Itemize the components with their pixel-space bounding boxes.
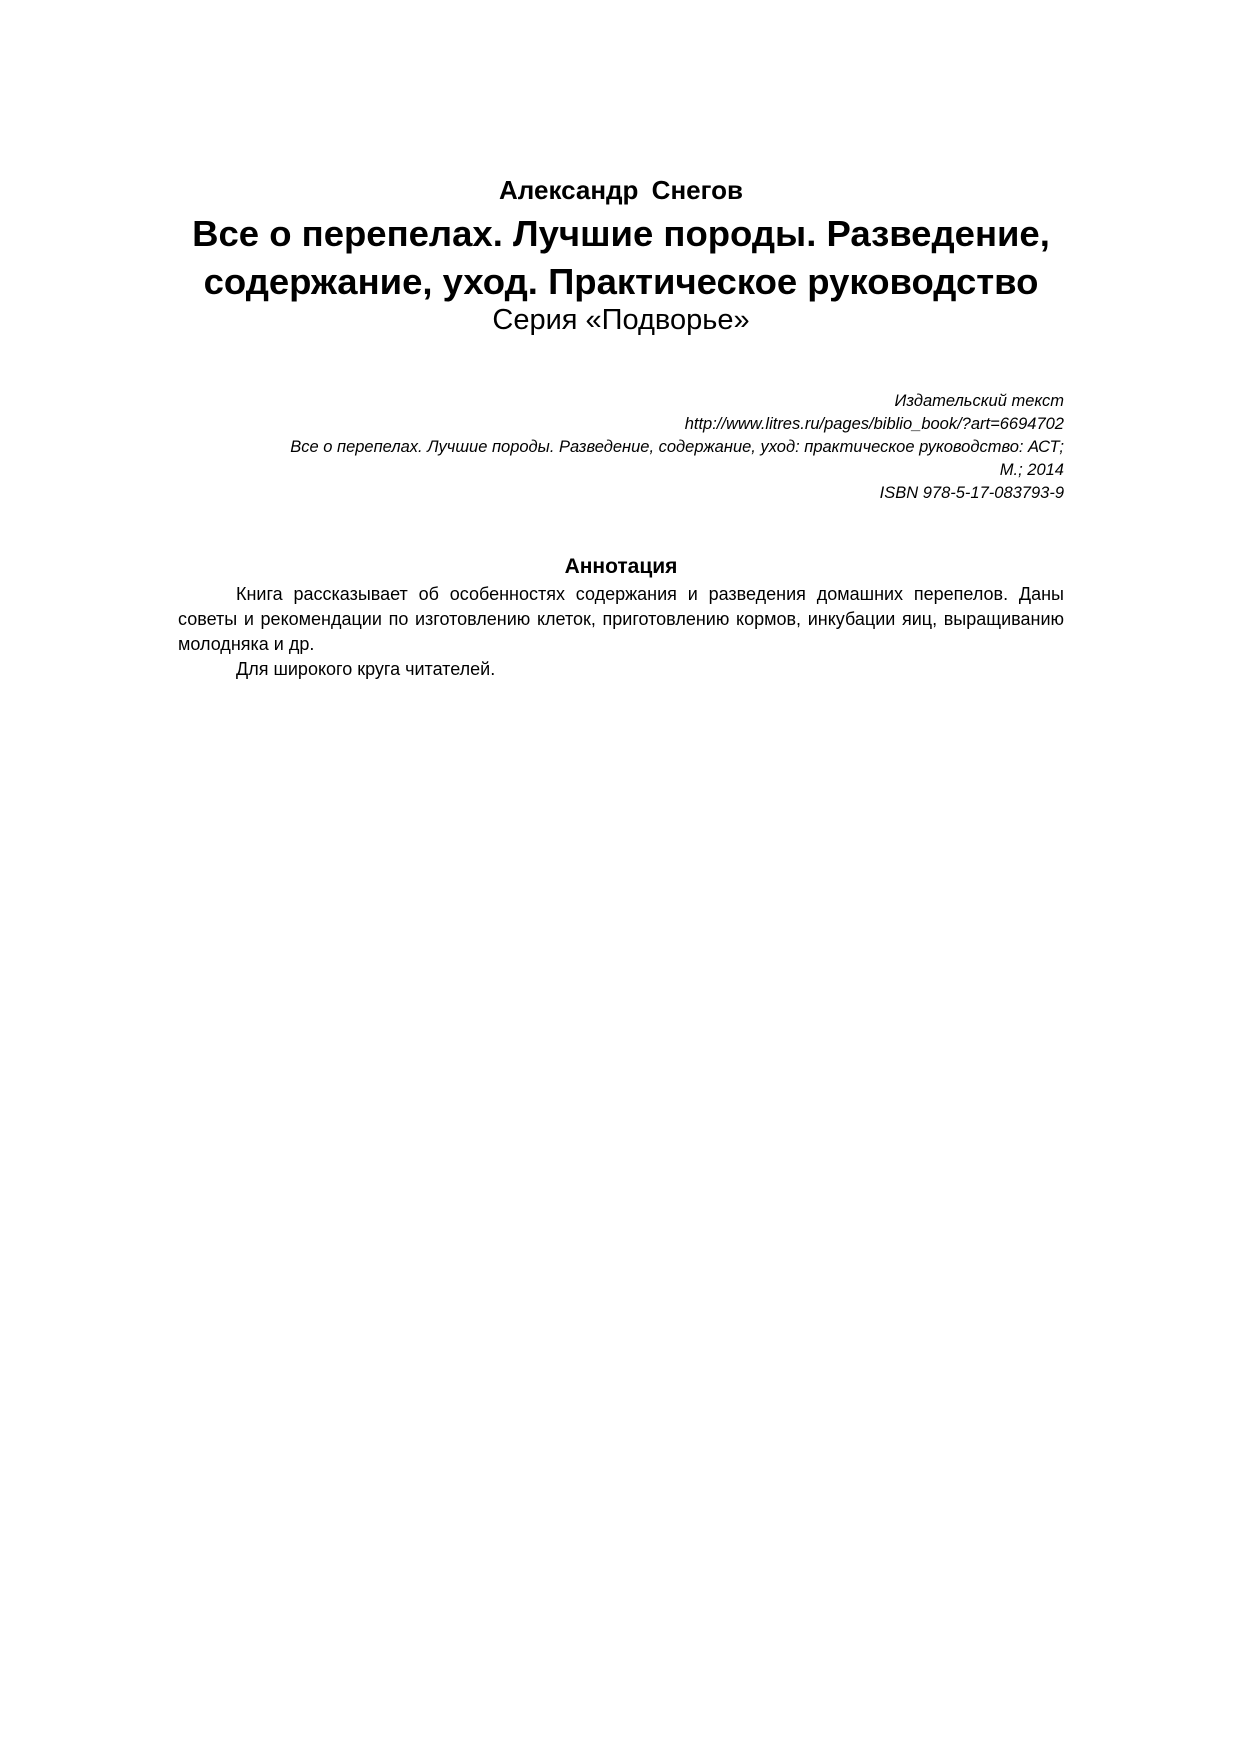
annotation-heading: Аннотация — [564, 555, 678, 578]
book-author: Александр Снегов — [499, 175, 743, 205]
book-title-line: содержание, уход. Практическое руководство — [203, 261, 1039, 302]
isbn: ISBN 978-5-17-083793-9 — [879, 484, 1064, 502]
publisher-info — [178, 390, 1064, 505]
publisher-label: Издательский текст — [894, 392, 1064, 410]
book-title — [178, 210, 1064, 306]
book-title-line: Все о перепелах. Лучшие породы. Разведение, — [192, 213, 1050, 254]
citation-line: М.; 2014 — [999, 461, 1064, 479]
annotation-paragraph: Книга рассказывает об особенностях содержания и разведения домашних перепелов. Даны советы и рекомендации по изготовлению клеток, приготовлению кормов, инкубации яиц, выращиванию молодняка и др. — [178, 584, 1064, 654]
annotation-paragraph: Для широкого круга читателей. — [236, 659, 496, 679]
citation-line: Все о перепелах. Лучшие породы. Разведение, содержание, уход: практическое руководство: АСТ; — [290, 438, 1064, 456]
book-series: Серия «Подворье» — [492, 304, 750, 336]
annotation-body — [178, 582, 1064, 682]
publisher-url: http://www.litres.ru/pages/biblio_book/?art=6694702 — [684, 415, 1064, 433]
